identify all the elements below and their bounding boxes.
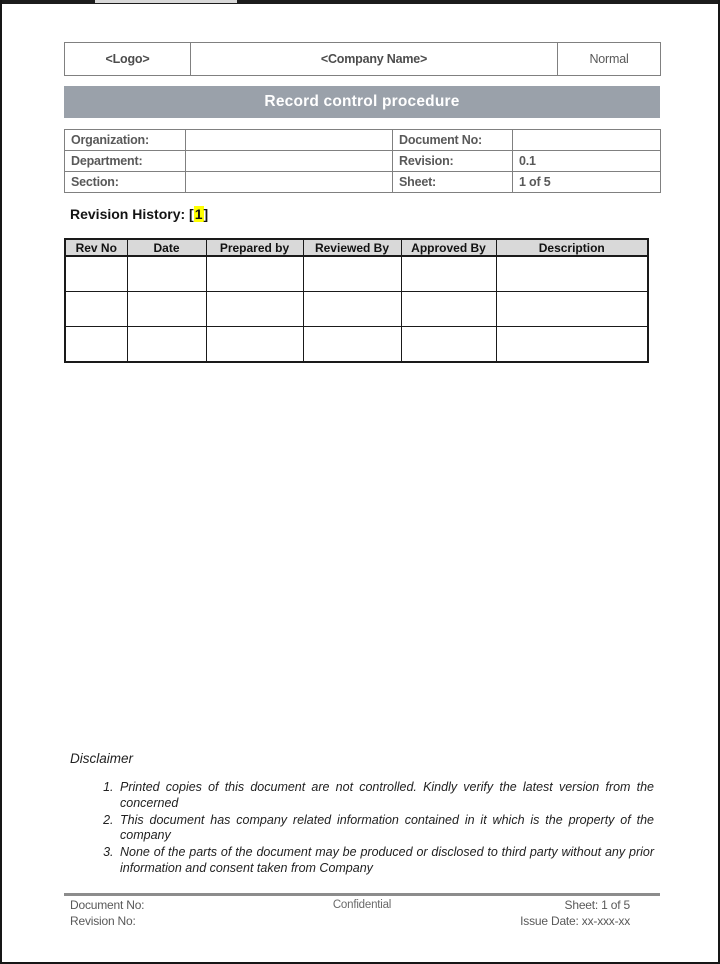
top-edge-strip-light <box>95 0 237 3</box>
column-header-date: Date <box>127 239 206 256</box>
company-header-table <box>64 42 661 76</box>
revision-table-row <box>65 292 648 327</box>
rev-table-cell <box>496 327 648 363</box>
logo-placeholder: <Logo> <box>65 43 191 76</box>
rev-table-cell <box>206 292 303 327</box>
info-label-sheet: Sheet: <box>393 172 513 193</box>
document-info-table <box>64 129 661 193</box>
footer-right-block <box>391 897 660 929</box>
page-footer <box>64 897 660 929</box>
revision-history-heading-text: Revision History: [ <box>70 206 194 222</box>
disclaimer-item: 1. Printed copies of this document are not controlled. Kindly verify the latest version from the concerned <box>117 780 654 811</box>
footer-revision-no-label: Revision No: <box>70 914 136 928</box>
rev-table-cell <box>206 327 303 363</box>
info-label-section: Section: <box>65 172 186 193</box>
rev-table-cell <box>65 256 127 292</box>
rev-table-cell <box>127 327 206 363</box>
rev-table-cell <box>303 292 401 327</box>
top-edge-strip <box>2 0 718 4</box>
info-label-department: Department: <box>65 151 186 172</box>
info-value-document-no <box>513 130 661 151</box>
column-header-approved-by: Approved By <box>401 239 496 256</box>
rev-table-cell <box>206 256 303 292</box>
footer-divider <box>64 893 660 896</box>
column-header-reviewed-by: Reviewed By <box>303 239 401 256</box>
revision-history-heading-suffix: ] <box>203 206 209 222</box>
rev-table-cell <box>303 327 401 363</box>
disclaimer-list <box>70 780 654 877</box>
column-header-prepared-by: Prepared by <box>206 239 303 256</box>
revision-history-heading <box>70 206 208 222</box>
rev-table-cell <box>401 256 496 292</box>
footer-document-no-label: Document No: <box>70 898 145 912</box>
rev-table-cell <box>65 327 127 363</box>
rev-table-cell <box>303 256 401 292</box>
column-header-description: Description <box>496 239 648 256</box>
disclaimer-heading: Disclaimer <box>70 751 134 766</box>
info-value-organization <box>186 130 393 151</box>
rev-table-cell <box>496 292 648 327</box>
document-title-banner: Record control procedure <box>64 86 660 118</box>
disclaimer-item: 2. This document has company related information contained in it which is the property of the company <box>117 813 654 844</box>
info-value-sheet: 1 of 5 <box>513 172 661 193</box>
info-label-revision: Revision: <box>393 151 513 172</box>
info-value-department <box>186 151 393 172</box>
column-header-rev-no: Rev No <box>65 239 127 256</box>
document-status-label: Normal <box>558 43 661 76</box>
info-value-section <box>186 172 393 193</box>
revision-history-table <box>64 238 649 363</box>
rev-table-cell <box>496 256 648 292</box>
rev-table-cell <box>127 292 206 327</box>
footer-issue-date-label: Issue Date: xx-xxx-xx <box>520 914 630 928</box>
revision-table-row <box>65 327 648 363</box>
revision-number-highlight: 1 <box>194 206 203 222</box>
revision-table-row <box>65 256 648 292</box>
company-name-placeholder: <Company Name> <box>191 43 558 76</box>
rev-table-cell <box>127 256 206 292</box>
footer-left-block <box>64 897 333 929</box>
footer-confidential-label: Confidential <box>332 899 392 911</box>
info-label-organization: Organization: <box>65 130 186 151</box>
disclaimer-section <box>70 751 654 878</box>
info-value-revision: 0.1 <box>513 151 661 172</box>
revision-table-header-row <box>65 239 648 256</box>
rev-table-cell <box>65 292 127 327</box>
rev-table-cell <box>401 292 496 327</box>
footer-sheet-label: Sheet: 1 of 5 <box>564 898 630 912</box>
info-label-document-no: Document No: <box>393 130 513 151</box>
rev-table-cell <box>401 327 496 363</box>
disclaimer-item: 3. None of the parts of the document may be produced or disclosed to third party without any prior information and consent taken from Company <box>117 845 654 876</box>
